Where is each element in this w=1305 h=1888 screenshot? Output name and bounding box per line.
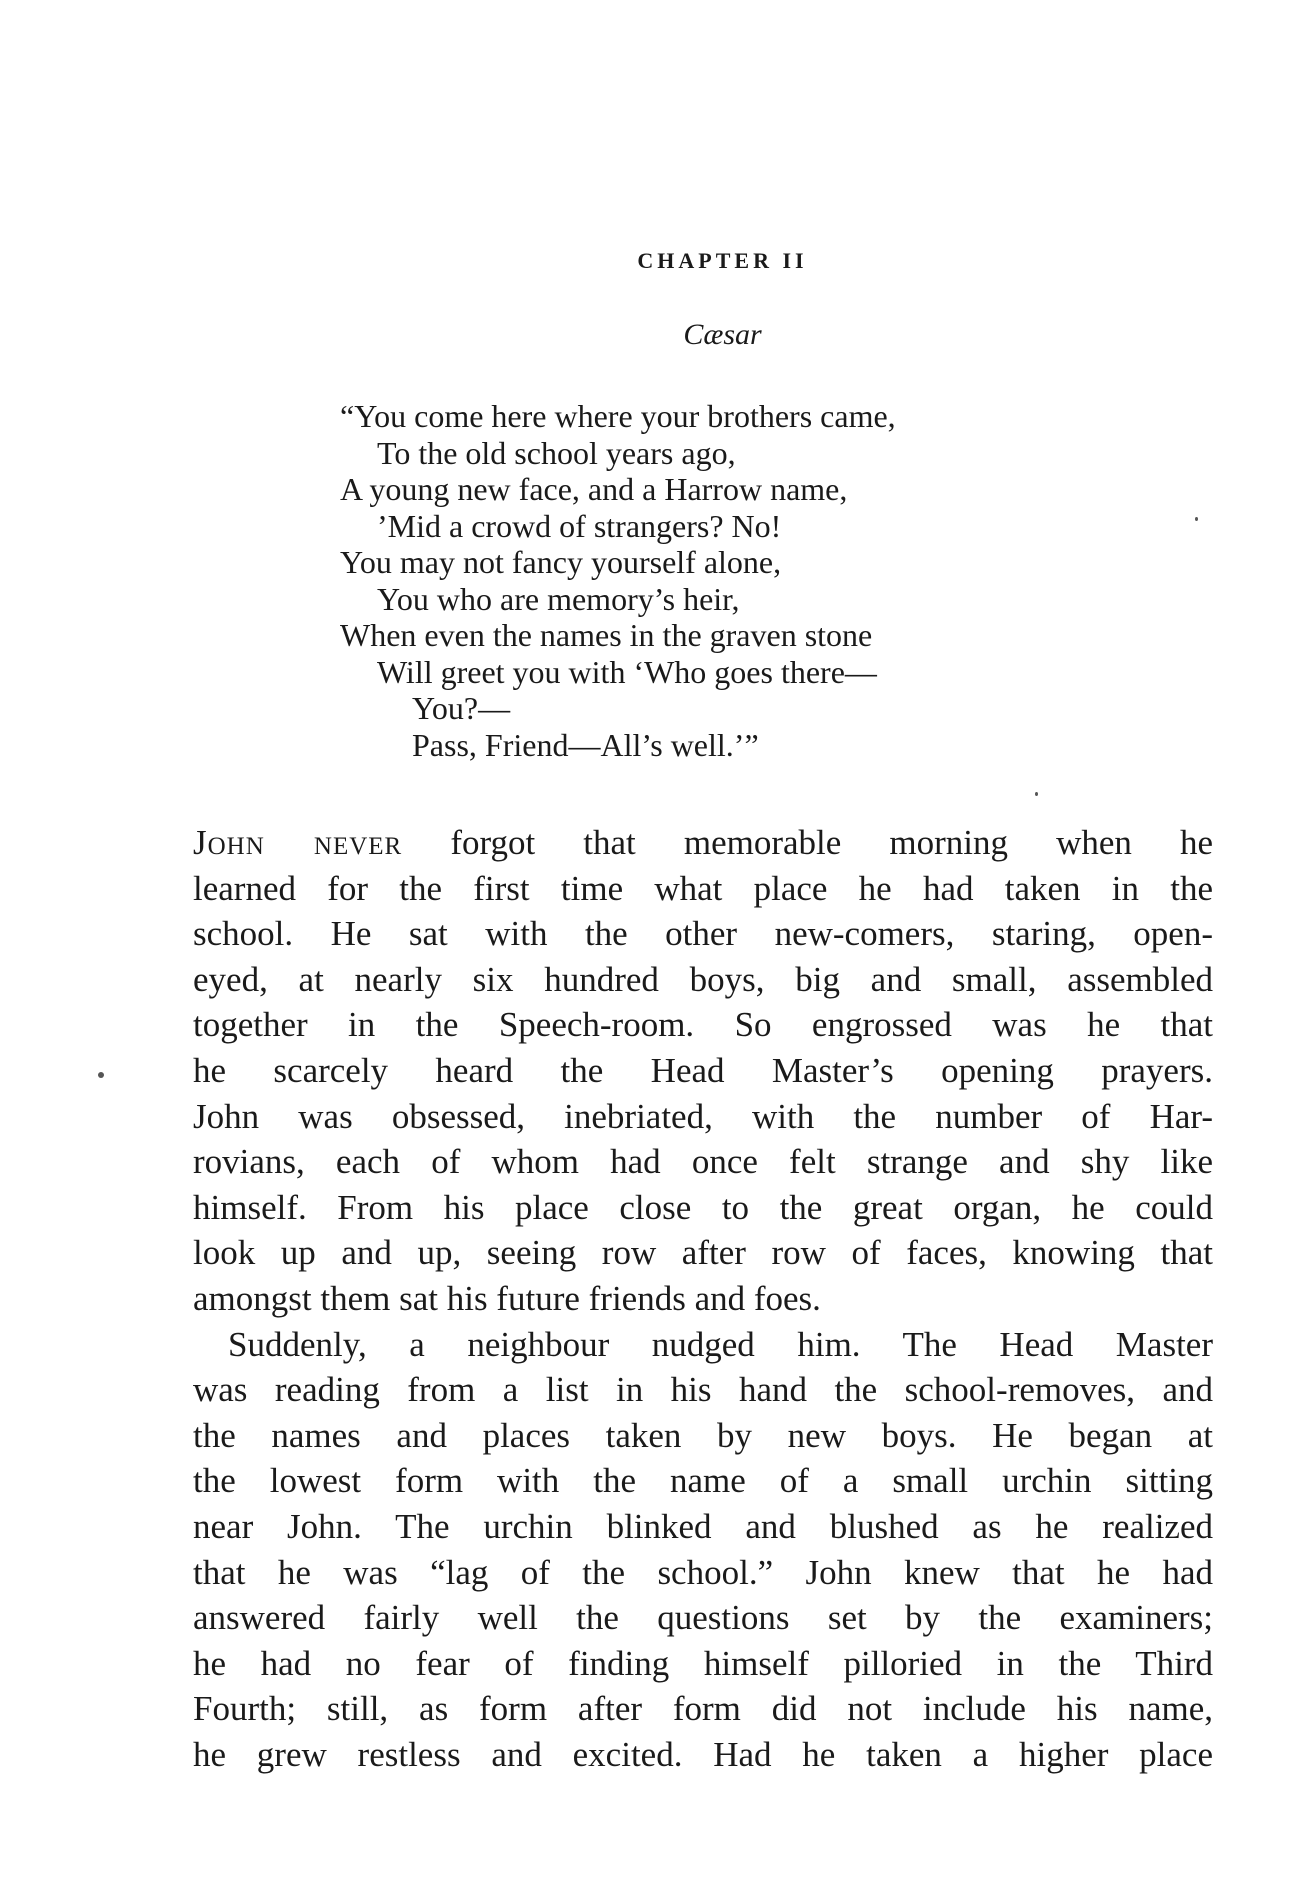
lead-word-rest: never [313,823,403,862]
page-speck [1195,517,1198,521]
text-line: Suddenly, a neighbour nudged him. The Head Master [228,1324,1213,1364]
text-line: John was obsessed, inebriated, with the number of Har- [193,1096,1213,1136]
paragraph-1 [193,820,1213,1322]
poem-line: Will greet you with ‘Who goes there— [377,653,877,690]
page-speck [1035,792,1038,796]
poem-line: To the old school years ago, [377,434,736,471]
poem-line: You?— [412,690,511,726]
poem-line: ’Mid a crowd of strangers? No! [377,507,782,544]
poem-line: When even the names in the graven stone [340,617,873,653]
text-line: learned for the first time what place he had taken in the [193,868,1213,908]
lead-word: John [193,823,265,862]
text-line: that he was “lag of the school.” John knew that he had [193,1552,1213,1592]
poem-line: “You come here where your brothers came, [340,398,896,434]
poem-line: You may not fancy yourself alone, [340,544,782,580]
chapter-heading: CHAPTER II [637,248,808,273]
text-line: rovians, each of whom had once felt strange and shy like [193,1142,1213,1182]
text-line: answered fairly well the questions set by the examiners; [193,1598,1213,1638]
text-line: together in the Speech-room. So engrossed was he that [193,1005,1213,1045]
line-text: forgot that memorable morning when he [450,823,1214,862]
text-line: himself. From his place close to the great organ, he could [193,1187,1213,1227]
text-line: he grew restless and excited. Had he taken a higher place [193,1734,1213,1774]
poem-line: A young new face, and a Harrow name, [340,471,848,507]
text-line: eyed, at nearly six hundred boys, big and small, assembled [193,959,1213,999]
paragraph-2 [193,1322,1213,1778]
epigraph-poem [340,398,1160,763]
text-line: school. He sat with the other new-comers, staring, open- [193,914,1213,954]
poem-line: You who are memory’s heir, [377,580,740,617]
text-line: look up and up, seeing row after row of faces, knowing that [193,1233,1213,1273]
lead-in-small-caps [193,823,402,862]
text-line: Fourth; still, as form after form did not include his name, [193,1689,1213,1729]
text-line: he had no fear of finding himself pilloried in the Third [193,1643,1213,1683]
text-line: the lowest form with the name of a small urchin sitting [193,1461,1213,1501]
text-line [193,820,1213,866]
body-text [193,820,1213,1777]
text-line: near John. The urchin blinked and blushed as he realized [193,1506,1213,1546]
poem-line: Pass, Friend—All’s well.’” [412,726,759,763]
text-line: was reading from a list in his hand the school-removes, and [193,1370,1213,1410]
text-line: amongst them sat his future friends and foes. [193,1278,821,1318]
text-line: he scarcely heard the Head Master’s opening prayers. [193,1050,1213,1090]
page-speck [98,1072,104,1078]
chapter-title: Cæsar [683,318,762,351]
text-line: the names and places taken by new boys. He began at [193,1415,1213,1455]
